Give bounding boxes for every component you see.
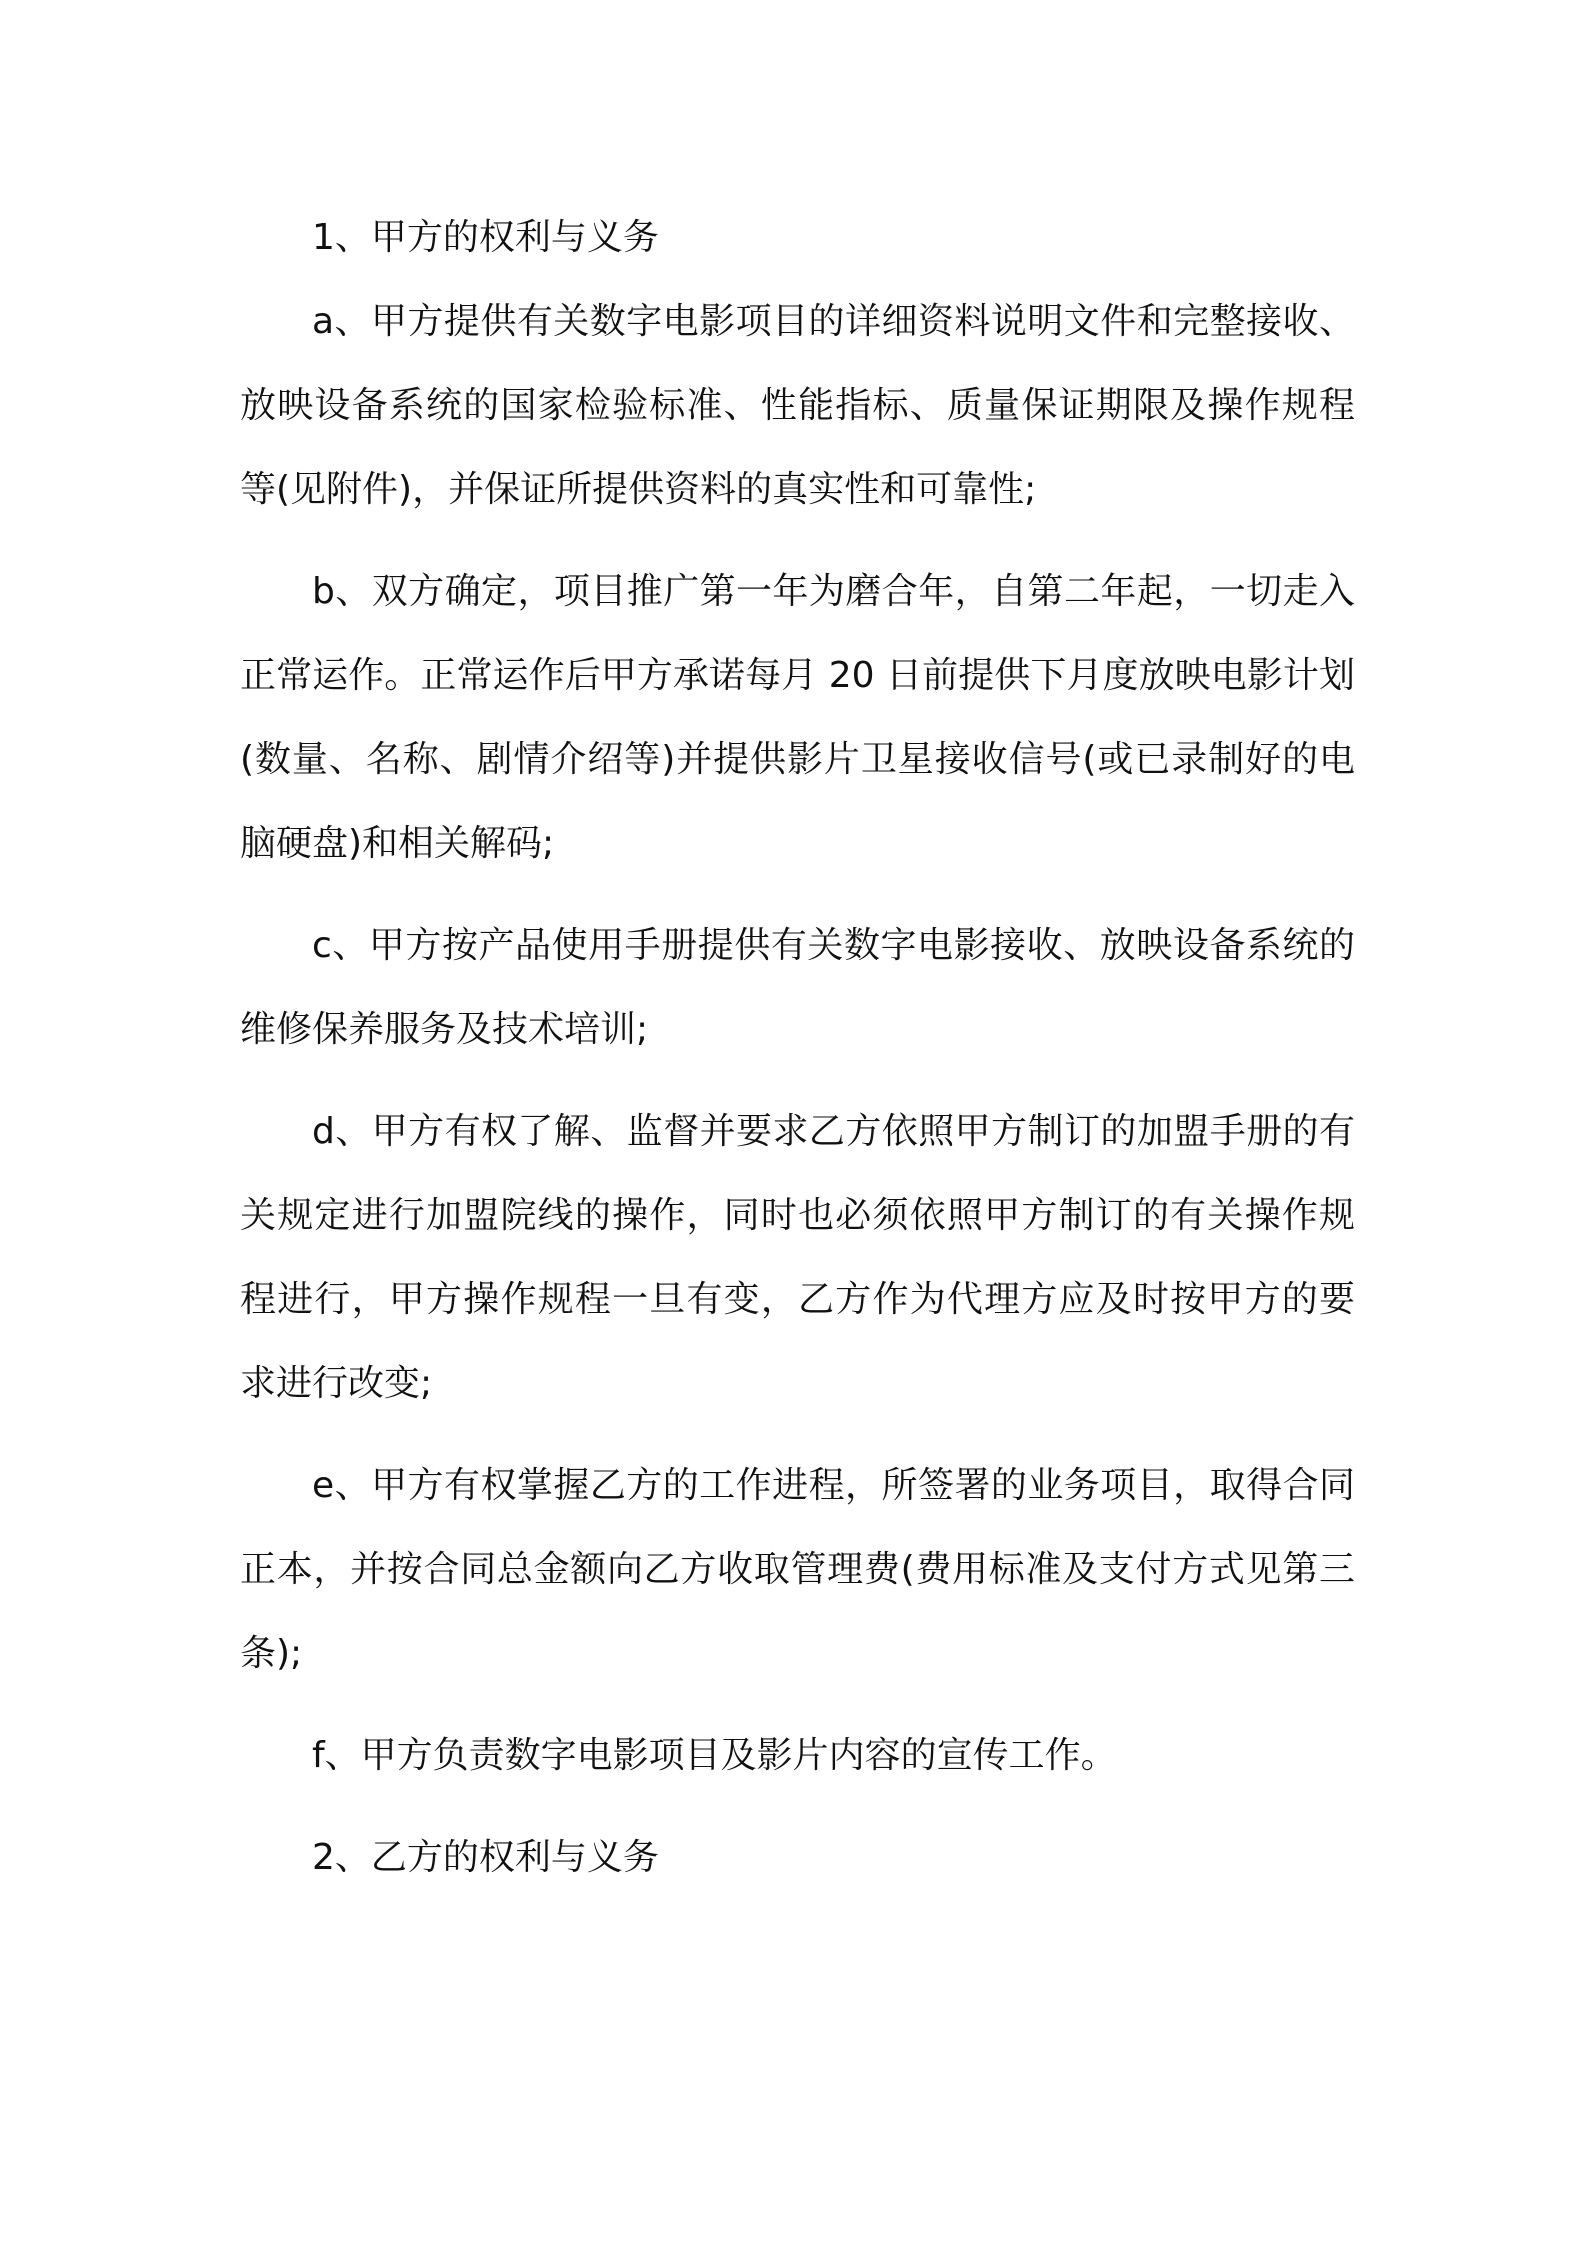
section-2-title: 2、乙方的权利与义务 xyxy=(312,1837,659,1878)
item-f: f、甲方负责数字电影项目及影片内容的宣传工作。 xyxy=(312,1735,1117,1776)
item-d: d、甲方有权了解、监督并要求乙方依照甲方制订的加盟手册的有关规定进行加盟院线的操作，同时也必须依照甲方制订的有关操作规程进行，甲方操作规程一旦有变，乙方作为代理方应及时按甲方的要求进行改变; xyxy=(240,1111,1355,1404)
document-body xyxy=(240,196,1355,1900)
item-e: e、甲方有权掌握乙方的工作进程，所签署的业务项目，取得合同正本，并按合同总金额向乙方收取管理费(费用标准及支付方式见第三条); xyxy=(240,1465,1355,1674)
item-c: c、甲方按产品使用手册提供有关数字电影接收、放映设备系统的维修保养服务及技术培训; xyxy=(240,925,1355,1050)
item-a: a、甲方提供有关数字电影项目的详细资料说明文件和完整接收、放映设备系统的国家检验标准、性能指标、质量保证期限及操作规程等(见附件)，并保证所提供资料的真实性和可靠性; xyxy=(240,301,1355,510)
item-b: b、双方确定，项目推广第一年为磨合年，自第二年起，一切走入正常运作。正常运作后甲方承诺每月 20 日前提供下月度放映电影计划(数量、名称、剧情介绍等)并提供影片卫星接收信号(或已录制好的电脑硬盘)和相关解码; xyxy=(240,571,1355,864)
section-1-title: 1、甲方的权利与义务 xyxy=(312,217,659,258)
